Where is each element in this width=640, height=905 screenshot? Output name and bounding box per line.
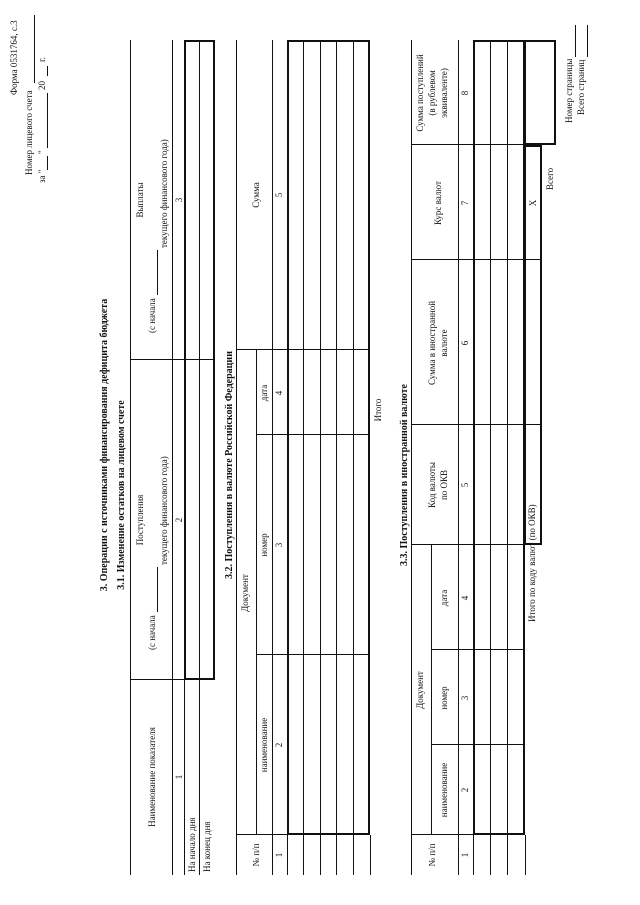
s2-nomer: номер (259, 533, 269, 557)
s3-x-mark: X (528, 199, 538, 207)
s3-sumr-1: Сумма поступлений (415, 54, 425, 132)
s3-sumr-3: эквиваленте) (439, 68, 449, 118)
section3-title: 3.3. Поступления в иностранной валюте (399, 384, 410, 566)
s3-total-all-box[interactable] (524, 40, 556, 145)
s3-col-no: № п/п (427, 843, 437, 867)
s2-data-box[interactable] (287, 40, 370, 835)
s3-n7: 7 (460, 200, 470, 206)
section2-title: 3.2. Поступления в валюте Российской Федерации (224, 351, 235, 579)
s1-col2-blank (157, 567, 158, 612)
s3-data-box[interactable] (473, 40, 525, 835)
s1-col3-head-3: текущего финансового года) (159, 139, 169, 248)
s2-n5: 5 (274, 192, 284, 198)
form-code: Форма 0531764, с.3 (9, 20, 19, 95)
pages-total-line (587, 25, 588, 57)
s2-n4: 4 (274, 390, 284, 396)
s1-col1-head: Наименование показателя (147, 727, 157, 827)
s3-sumf-2: валюте (439, 329, 449, 357)
s3-n2: 2 (460, 787, 470, 793)
s2-doc-head: Документ (240, 574, 250, 612)
s1-col3-blank (157, 250, 158, 295)
s2-naim: наименование (259, 717, 269, 773)
date-g: г. (37, 57, 47, 62)
s1-col2-head-3: текущего финансового года) (159, 456, 169, 565)
account-line (34, 15, 35, 83)
s1-row1-label: На начало дня (187, 817, 197, 872)
s3-kod-1: Код валюты (427, 462, 437, 508)
s2-total-label: Итого (373, 398, 383, 422)
s2-n2: 2 (274, 742, 284, 748)
s2-col-no: № п/п (251, 843, 261, 867)
date-quote: " (37, 150, 47, 154)
s1-data-box[interactable] (184, 40, 215, 680)
s3-n4: 4 (460, 595, 470, 601)
s2-data: дата (259, 384, 269, 402)
page-number-label: Номер страницы (564, 58, 574, 123)
s3-sumf-1: Сумма в иностранной (427, 300, 437, 386)
date-month-line (47, 93, 48, 148)
s3-n5: 5 (460, 482, 470, 488)
s3-n1: 1 (460, 852, 470, 858)
s3-kurs: Курс валют (433, 181, 443, 225)
s1-col3-head-2: (с начала (147, 298, 157, 333)
s1-num3: 3 (174, 197, 184, 203)
date-year-line (47, 66, 48, 76)
s3-sumr-2: (в рублевом (427, 70, 437, 116)
date-za: за " (37, 169, 47, 183)
s1-col3-head-1: Выплаты (135, 182, 145, 218)
s3-n6: 6 (460, 340, 470, 346)
date-20: 20 (37, 81, 47, 90)
s1-num2: 2 (174, 517, 184, 523)
main-title: 3. Операции с источниками финансирования дефицита бюджета (99, 298, 110, 592)
s3-naim: наименование (439, 762, 449, 818)
s2-n3: 3 (274, 542, 284, 548)
s2-n1: 1 (274, 852, 284, 858)
s1-row2-label: На конец дня (202, 821, 212, 872)
s3-total-okv-label: Итого по коду валют (по ОКВ) (527, 504, 537, 622)
pages-total-label: Всего страниц (576, 59, 586, 115)
s3-n3: 3 (460, 695, 470, 701)
s3-data: дата (439, 589, 449, 607)
s3-kod-2: по ОКВ (439, 469, 449, 501)
s1-col2-head-1: Поступления (135, 494, 145, 546)
page-number-line (575, 25, 576, 57)
s3-doc-head: Документ (415, 671, 425, 709)
s2-summa: Сумма (251, 182, 261, 208)
s3-nomer: номер (439, 686, 449, 710)
s1-col2-head-2: (с начала (147, 615, 157, 650)
account-label: Номер лицевого счета (24, 90, 34, 175)
s1-num1: 1 (174, 774, 184, 780)
date-day-line (47, 156, 48, 170)
s3-total-all-label: Всего (545, 167, 555, 190)
section1-title: 3.1. Изменение остатков на лицевом счете (116, 400, 127, 590)
s3-n8: 8 (460, 90, 470, 96)
